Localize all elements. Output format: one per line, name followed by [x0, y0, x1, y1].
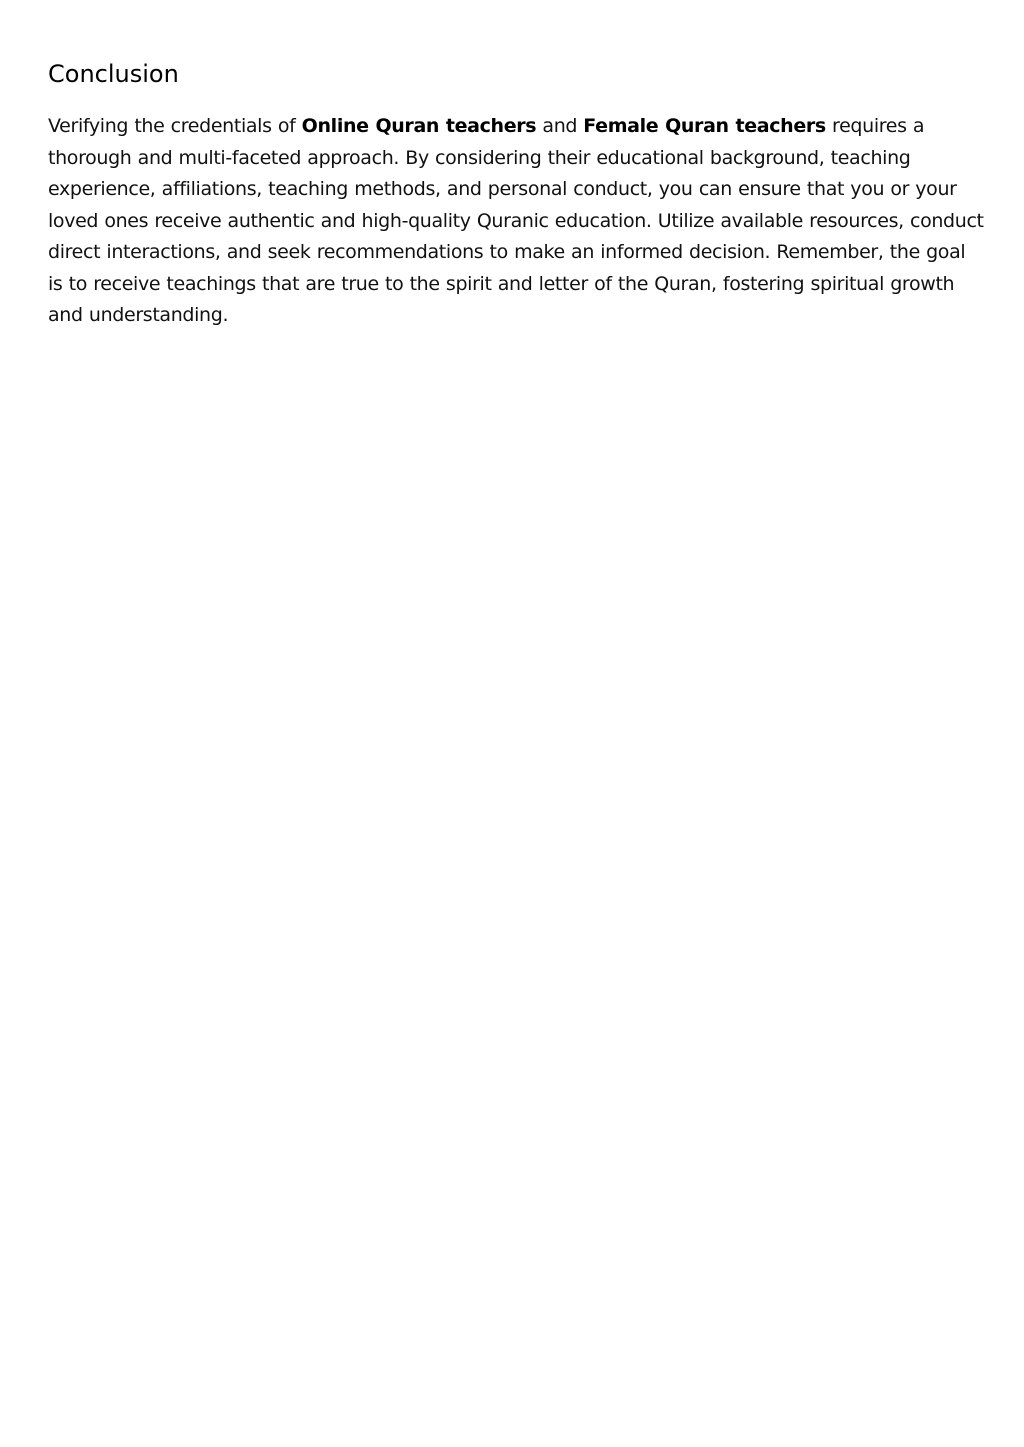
paragraph-joiner-text: and	[536, 115, 584, 137]
bold-term-online-quran-teachers: Online Quran teachers	[301, 115, 537, 137]
paragraph-body-text: requires a thorough and multi-faceted approach. By considering their educational background, teaching experience, affiliations, teaching methods, and personal conduct, you can ensure that you or your loved ones receive authentic and high-quality Quranic education. Utilize available resources, conduct direct interactions, and seek recommendations to make an informed decision. Remember, the goal is to receive teachings that are true to the spirit and letter of the Quran, fostering spiritual growth and understanding.	[48, 115, 984, 326]
paragraph-intro-text: Verifying the credentials of	[48, 115, 302, 137]
bold-term-female-quran-teachers: Female Quran teachers	[583, 115, 826, 137]
conclusion-paragraph	[48, 111, 984, 332]
section-heading: Conclusion	[48, 60, 179, 88]
